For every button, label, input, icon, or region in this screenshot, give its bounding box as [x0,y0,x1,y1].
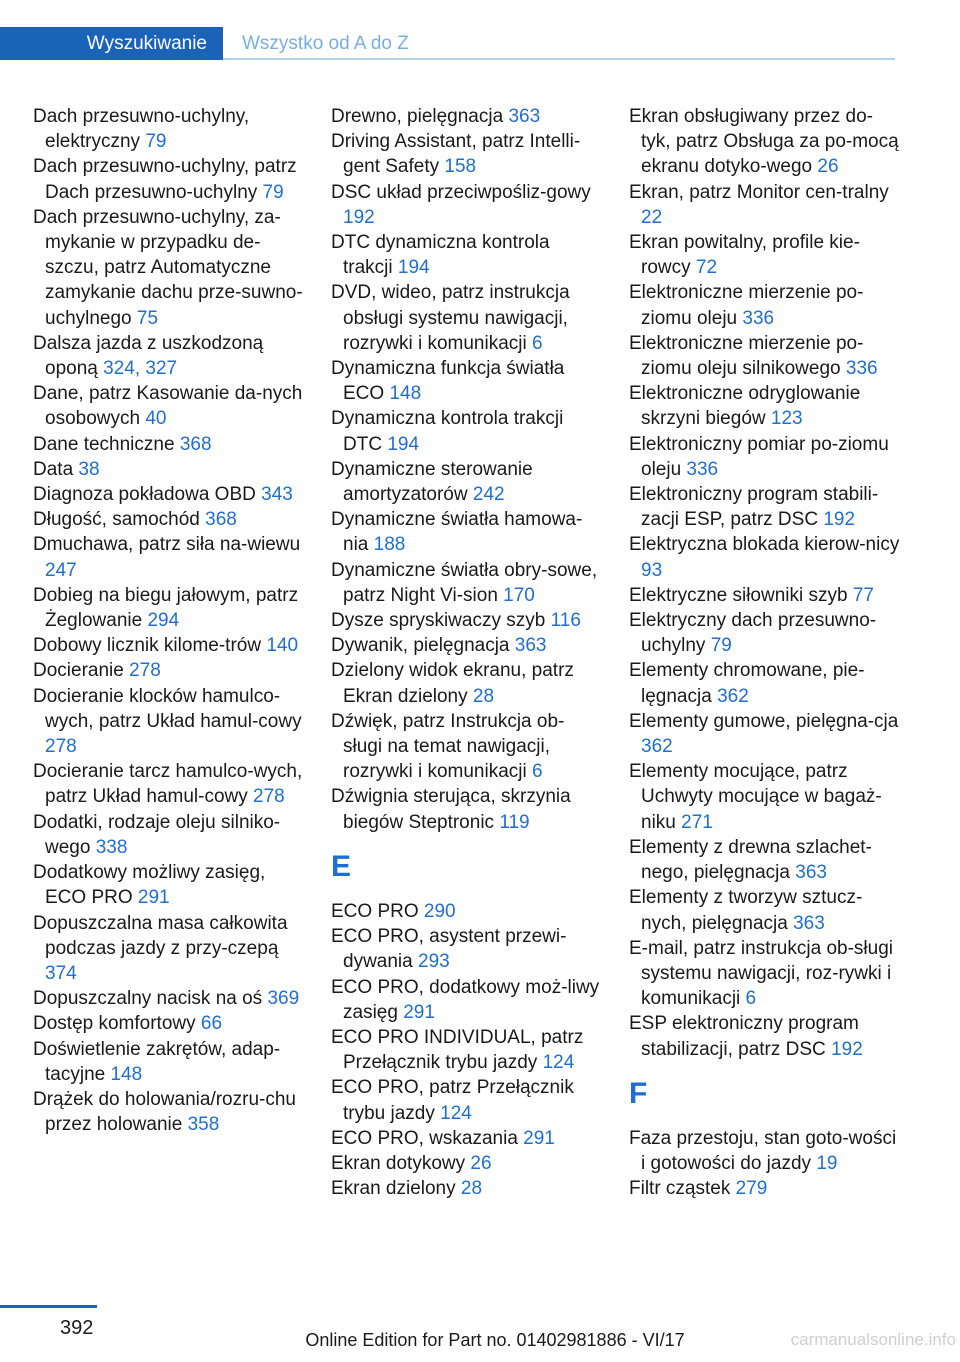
index-entry [629,1011,901,1061]
page-reference-link[interactable]: 77 [852,584,874,606]
page-reference-link[interactable]: 278 [253,786,285,808]
page-reference-link[interactable]: 28 [472,685,495,707]
page-reference-link[interactable]: 148 [389,383,422,405]
index-entry-text: Elektroniczne mierzenie po-ziomu oleju [629,282,864,329]
index-entry-text: Dach przesuwno-uchylny, patrz Dach przesuwno-uchylny [33,156,297,203]
index-entry-text: Dynamiczne światła hamowa-nia [331,509,583,556]
index-entry-text: Dodatki, rodzaje oleju silniko-wego [33,811,281,858]
page-reference-link[interactable]: 19 [816,1152,838,1174]
index-entry-text: Drążek do holowania/rozru-chu przez holowanie [33,1088,296,1136]
index-entry-text: Drewno, pielęgnacja [331,106,509,127]
index-entry [629,835,901,885]
index-entry-text: DVD, wideo, patrz instrukcja obsługi systemu nawigacji, rozrywki i komunikacji [331,282,570,354]
index-entry-text: Dodatkowy możliwy zasięg, ECO PRO [33,862,266,909]
index-entry [629,230,901,280]
page-reference-link[interactable]: 79 [262,181,284,203]
page-reference-link[interactable]: 336 [742,307,775,329]
page-reference-link[interactable]: 290 [423,900,456,922]
index-entry [629,482,901,532]
page-reference-link[interactable]: 336 [686,458,719,480]
index-entry-text: Ekran dotykowy [331,1152,471,1174]
header-rule [223,58,895,60]
index-entry-text: Elektroniczne mierzenie po-ziomu oleju silnikowego [629,332,864,380]
index-entry [331,633,603,658]
index-entry [629,658,901,708]
index-entry-text: Ekran, patrz Monitor cen-tralny [629,181,889,203]
index-entry [33,1087,305,1137]
index-entry [331,356,603,406]
index-entry-text: ECO PRO, wskazania [331,1127,524,1149]
footer-rule [0,1305,97,1308]
index-entry-text: Filtr cząstek [629,1178,736,1200]
index-entry [331,784,603,834]
index-entry-text: Dobowy licznik kilome-trów [33,635,267,657]
page-reference-link[interactable]: 158 [444,156,477,178]
header-tabs [0,27,895,60]
page-reference-link[interactable]: 124 [542,1052,575,1074]
index-entry [33,381,305,431]
page-reference-link[interactable]: 123 [770,408,803,430]
index-entry [331,180,603,230]
index-entry-text: Dane, patrz Kasowanie da-nych osobowych [33,383,303,430]
section-letter: E [331,849,352,883]
page-number: 392 [60,1317,94,1339]
index-entry [33,658,305,683]
index-entry [33,104,305,154]
index-column-3 [629,104,901,1201]
index-entry-text: Docieranie [33,660,130,682]
index-entry [629,709,901,759]
index-entry [33,810,305,860]
index-entry-text: Elementy z tworzyw sztucz-nych, pielęgnacja [629,887,863,934]
page-reference-link[interactable]: 116 [550,610,581,632]
index-entry-text: Diagnoza pokładowa OBD [33,484,262,506]
index-entry-text: Elektroniczny pomiar po-ziomu oleju [629,433,889,480]
page-reference-link[interactable]: 279 [735,1178,768,1200]
index-entry-text: ECO PRO, dodatkowy moż-liwy zasięg [331,976,600,1023]
index-entry [629,583,901,608]
index-entry [33,986,305,1011]
index-entry-text: Dynamiczne sterowanie amortyzatorów [331,458,533,506]
index-entry-text: ECO PRO, patrz Przełącznik trybu jazdy [331,1077,574,1124]
index-entry-text: Dach przesuwno-uchylny, za-mykanie w przypadku de-szczu, patrz Automatyczne zamykanie dachu prze-suwno-uchylnego [33,206,303,329]
page-reference-link[interactable]: 194 [397,257,430,279]
page-reference-link[interactable]: 358 [187,1114,220,1136]
page-reference-link[interactable]: 338 [95,836,128,858]
page-reference-link[interactable]: 369 [267,988,300,1010]
index-entry-text: DTC dynamiczna kontrola trakcji [331,232,550,279]
index-entry-text: Ekran dzielony [331,1178,461,1200]
page-reference-link[interactable]: 278 [45,736,77,758]
index-entry [331,1075,603,1125]
index-entry-text: Dane techniczne [33,433,180,455]
index-entry-text: Docieranie tarcz hamulco-wych, patrz Układ hamul-cowy [33,761,303,808]
index-entry [331,924,603,974]
index-entry [33,482,305,507]
page-reference-link[interactable]: 79 [145,131,167,153]
index-entry-text: Elementy mocujące, patrz Uchwyty mocujące w bagaż-niku [629,761,882,833]
index-entry-text: Faza przestoju, stan goto-wości i gotowości do jazdy [629,1127,897,1174]
page-reference-link[interactable]: 192 [831,1038,863,1060]
index-entry [331,507,603,557]
page-reference-link[interactable]: 291 [523,1127,555,1149]
index-entry-text: Długość, samochód [33,509,206,531]
edition-text: Online Edition for Part no. 01402981886 - VI/17 [305,1330,685,1350]
page-reference-link[interactable]: 119 [499,811,530,833]
index-entry [331,658,603,708]
tab-search[interactable]: Wyszukiwanie [0,27,223,60]
page-reference-link[interactable]: 363 [514,635,547,657]
page-reference-link[interactable]: 124 [440,1102,472,1124]
index-entry-text: Dobieg na biegu jałowym, patrz Żeglowanie [33,584,299,632]
index-entry [33,457,305,482]
page-reference-link[interactable]: 363 [793,912,825,934]
index-entry-text: Dysze spryskiwaczy szyb [331,610,551,632]
page-reference-link[interactable]: 368 [205,509,237,531]
index-entry-text: Doświetlenie zakrętów, adap-tacyjne [33,1038,281,1085]
page-reference-link[interactable]: 343 [261,484,293,506]
page-reference-link[interactable]: 188 [373,534,406,556]
index-entry-text: ECO PRO [331,900,424,922]
index-entry-text: Elementy gumowe, pielęgna-cja [629,710,899,732]
index-entry-text: Dostęp komfortowy [33,1013,201,1035]
index-entry [33,583,305,633]
index-entry [331,129,603,179]
index-column-2 [331,104,603,1201]
index-entry [33,684,305,760]
index-entry [33,331,305,381]
index-entry [33,205,305,331]
index-entry [33,532,305,582]
index-entry-text: Dynamiczna funkcja światła ECO [331,358,565,405]
index-entry [33,911,305,987]
index-entry-text: E-mail, patrz instrukcja ob-sługi systemu nawigacji, roz-rywki i komunikacji [629,937,893,1010]
page-reference-link[interactable]: 140 [266,635,299,657]
page-reference-link[interactable]: 362 [641,736,673,758]
section-letter: F [629,1076,648,1110]
index-entry [331,230,603,280]
index-entry-text: Elementy chromowane, pie-lęgnacja [629,660,865,707]
index-entry [331,899,603,924]
index-entry [33,860,305,910]
page-reference-link[interactable]: 28 [460,1178,483,1200]
page-reference-link[interactable]: 93 [641,559,663,581]
page-reference-link[interactable]: 324, 327 [103,358,178,380]
page-reference-link[interactable]: 72 [695,257,718,279]
page-reference-link[interactable]: 40 [145,408,167,430]
index-entry-text: Dynamiczne światła obry-sowe, patrz Night Vi-sion [331,559,598,606]
index-entry-text: Dynamiczna kontrola trakcji DTC [331,408,564,455]
index-entry [629,1126,901,1176]
page-reference-link[interactable]: 6 [531,761,543,783]
index-entry-text: Elektryczna blokada kierow-nicy [629,534,900,556]
index-entry [331,1151,603,1176]
index-entry-text: DSC układ przeciwpośliz-gowy [331,181,591,203]
page-reference-link[interactable]: 362 [717,685,749,707]
watermark: carmanualsonline.info [790,1330,956,1349]
index-entry [331,608,603,633]
page-reference-link[interactable]: 170 [503,584,535,606]
page-reference-link[interactable]: 363 [508,106,541,127]
page-reference-link[interactable]: 291 [137,887,170,909]
tab-a-to-z[interactable]: Wszystko od A do Z [242,32,409,54]
index-entry [629,885,901,935]
page-reference-link[interactable]: 247 [45,559,77,581]
index-entry-text: Dywanik, pielęgnacja [331,635,515,657]
index-entry [33,507,305,532]
index-entry [629,381,901,431]
index-entry [629,331,901,381]
index-entry-text: Elektroniczne odryglowanie skrzyni biegów [629,383,861,430]
page-reference-link[interactable]: 194 [387,433,420,455]
page-reference-link[interactable]: 336 [845,358,878,380]
page-reference-link[interactable]: 294 [147,610,180,632]
index-entry [33,633,305,658]
index-entry [33,759,305,809]
index-entry [629,532,901,582]
index-entry-text: Dmuchawa, patrz siła na-wiewu [33,534,301,556]
page-reference-link[interactable]: 75 [136,307,159,329]
index-entry-text: Dzielony widok ekranu, patrz Ekran dzielony [331,660,574,707]
index-entry-text: Dopuszczalna masa całkowita podczas jazdy z przy-czepą [33,912,288,959]
page-reference-link[interactable]: 278 [129,660,161,682]
index-entry-text: Data [33,458,79,480]
index-entry-text: ECO PRO INDIVIDUAL, patrz Przełącznik trybu jazdy [331,1026,584,1074]
page-reference-link[interactable]: 242 [472,484,505,506]
page-reference-link[interactable]: 291 [403,1001,435,1023]
index-entry-text: ECO PRO, asystent przewi-dywania [331,926,567,973]
index-entry-text: Dźwięk, patrz Instrukcja ob-sługi na temat nawigacji, rozrywki i komunikacji [331,710,565,783]
page-reference-link[interactable]: 271 [681,811,713,833]
index-entry [331,406,603,456]
index-entry [33,432,305,457]
index-entry-text: Driving Assistant, patrz Intelli-gent Safety [331,131,581,178]
page-reference-link[interactable]: 192 [343,206,375,228]
index-entry [331,1176,603,1201]
index-entry-text: Ekran obsługiwany przez do-tyk, patrz Obsługa za po-mocą ekranu dotyko-wego [629,106,899,178]
page-reference-link[interactable]: 192 [823,509,856,531]
index-entry [629,280,901,330]
page-reference-link[interactable]: 38 [78,458,100,480]
index-entry [331,1126,603,1151]
index-entry-text: Elementy z drewna szlachet-nego, pielęgnacja [629,836,872,884]
index-entry-text: Dalsza jazda z uszkodzoną oponą [33,332,264,380]
index-entry [629,432,901,482]
page-reference-link[interactable]: 293 [418,951,450,973]
page-reference-link[interactable]: 374 [45,962,77,984]
index-entry [331,104,603,129]
page-reference-link[interactable]: 368 [179,433,212,455]
page-reference-link[interactable]: 26 [470,1152,492,1174]
index-entry [629,608,901,658]
page-reference-link[interactable]: 6 [531,332,543,354]
index-entry [331,558,603,608]
index-entry-text: Dźwignia sterująca, skrzynia biegów Steptronic [331,786,571,833]
index-entry [331,975,603,1025]
page-reference-link[interactable]: 363 [795,862,827,884]
page-reference-link[interactable]: 22 [641,206,663,228]
index-entry-text: Ekran powitalny, profile kie-rowcy [629,232,860,279]
index-entry-text: Elektroniczny program stabili-zacji ESP, patrz DSC [629,484,879,531]
index-entry [33,154,305,204]
index-entry [629,759,901,835]
index-entry [331,709,603,785]
index-entry [629,1176,901,1201]
index-entry [331,280,603,356]
index-entry-text: Dopuszczalny nacisk na oś [33,988,268,1010]
index-entry-text: Dach przesuwno-uchylny, elektryczny [33,106,250,153]
page-reference-link[interactable]: 6 [745,988,757,1010]
index-entry [629,936,901,1012]
page-reference-link[interactable]: 79 [710,635,732,657]
index-entry [331,1025,603,1075]
index-entry [629,104,901,180]
index-column-1 [33,104,305,1137]
page-reference-link[interactable]: 26 [817,156,839,178]
index-entry-text: Elektryczny dach przesuwno-uchylny [629,610,877,657]
index-entry [33,1011,305,1036]
index-entry [33,1037,305,1087]
index-entry-text: Elektryczne siłowniki szyb [629,584,853,606]
index-entry [331,457,603,507]
index-entry-text: Docieranie klocków hamulco-wych, patrz Układ hamul-cowy [33,685,302,732]
index-entry-text: ESP elektroniczny program stabilizacji, patrz DSC [629,1013,859,1060]
page-reference-link[interactable]: 66 [200,1013,223,1035]
index-entry [629,180,901,230]
page-reference-link[interactable]: 148 [110,1063,143,1085]
